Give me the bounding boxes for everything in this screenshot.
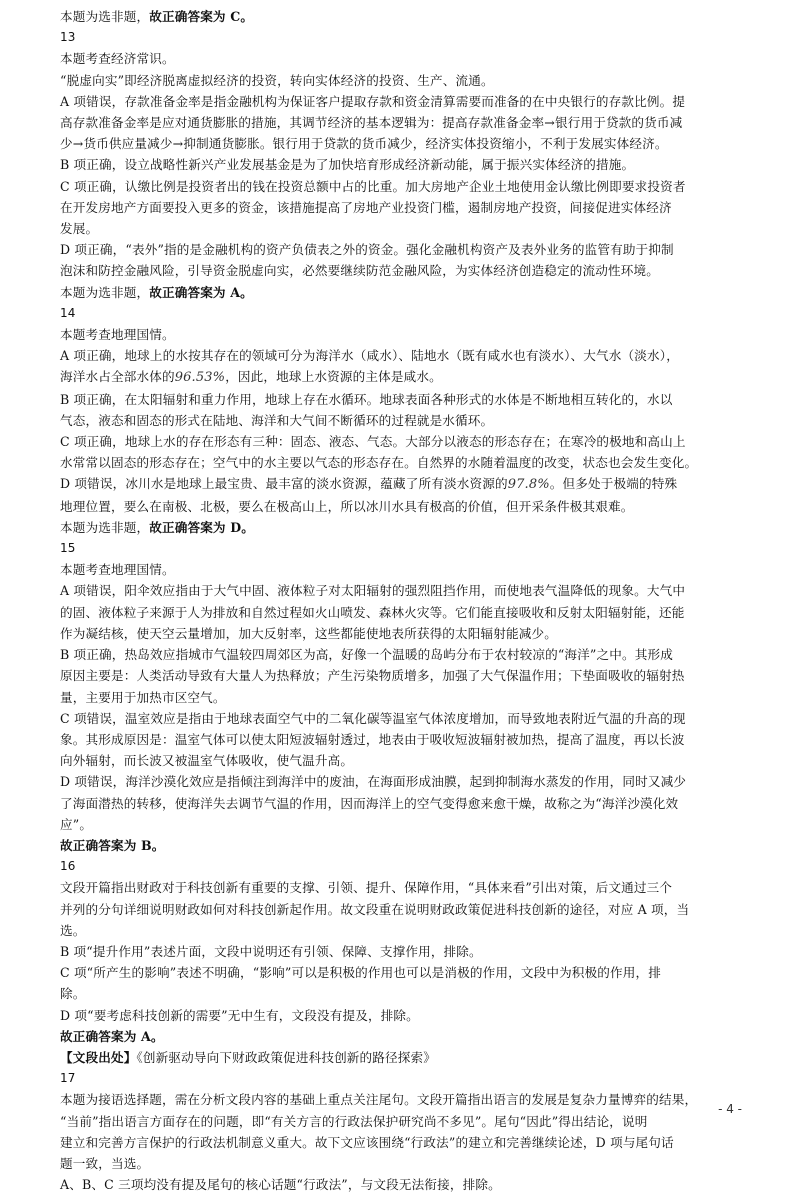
q14-line	[60, 366, 748, 388]
q15-line: 本题考查地理国情。	[60, 562, 175, 578]
q17-number: 17	[60, 1071, 76, 1086]
q13-number: 13	[60, 30, 76, 45]
text-segment: D 项错误，冰川水是地球上最宝贵、最丰富的淡水资源，蕴藏了所有淡水资源的	[60, 476, 508, 492]
source-label: 【文段出处】	[60, 1049, 137, 1065]
answer-text: 本题为选非题，	[60, 284, 150, 300]
q13-line: A 项错误，存款准备金率是指金融机构为保证客户提取存款和资金清算需要而准备的在中央银行的存款比例。提	[60, 93, 686, 109]
q15-line: 了海面潜热的转移，使海洋失去调节气温的作用，因而海洋上的空气变得愈来愈干燥，故称之为“海洋沙漠化效	[60, 795, 679, 811]
q15-line: 向外辐射，而长波又被温室气体吸收，使气温升高。	[60, 753, 354, 769]
q15-line: C 项错误，温室效应是指由于地球表面空气中的二氧化碳等温室气体浓度增加，而导致地表附近气温的升高的现	[60, 710, 686, 726]
q15-line: A 项错误，阳伞效应指由于大气中固、液体粒子对太阳辐射的强烈阻挡作用，而使地表气温降低的现象。大气中	[60, 583, 686, 599]
q16-line: 文段开篇指出财政对于科技创新有重要的支撑、引领、提升、保障作用，“具体来看”引出对策，后文通过三个	[60, 880, 673, 896]
q15-line: 应”。	[60, 816, 93, 832]
q16-source-line	[60, 1047, 748, 1068]
percentage-value: 96.53%	[174, 370, 226, 386]
answer-text: 本题为选非题，	[60, 9, 150, 24]
q15-line: B 项正确，热岛效应指城市气温较四周郊区为高，好像一个温暖的岛屿分布于农村较凉的“海洋”之中。其形成	[60, 647, 673, 663]
q15-line: 作为凝结核，使天空云量增加，加大反射率，这些都能使地表所获得的太阳辐射能减少。	[60, 625, 558, 641]
q15-number: 15	[60, 541, 76, 556]
q16-number: 16	[60, 859, 76, 874]
q13-line: 在开发房地产方面要投入更多的资金，该措施提高了房地产业投资门槛，遏制房地产投资，间接促进实体经济	[60, 199, 672, 215]
q16-line: B 项“提升作用”表述片面，文段中说明还有引领、保障、支撑作用，排除。	[60, 943, 482, 959]
q15-line: 象。其形成原因是：温室气体可以使太阳短波辐射透过，地表由于吸收短波辐射被加热，提高了温度，再以长波	[60, 731, 685, 747]
q13-line: 少→货币供应量减少→抑制通货膨胀。银行用于贷款的货币减少，经济实体投资缩小，不利于发展实体经济。	[60, 136, 668, 152]
q14-line: C 项正确，地球上水的存在形态有三种：固态、液态、气态。大部分以液态的形态存在；在寒冷的极地和高山上	[60, 434, 686, 450]
answer-text: 本题为选非题，	[60, 519, 150, 535]
q16-line: 选。	[60, 922, 86, 938]
q16-answer-line: 故正确答案为 A。	[60, 1028, 164, 1044]
text-segment: ，因此，地球上水资源的主体是咸水。	[225, 369, 442, 385]
q16-line: D 项“要考虑科技创新的需要”无中生有，文段没有提及，排除。	[60, 1007, 419, 1023]
q15-body	[60, 559, 748, 835]
q17-line: 建立和完善方言保护的行政法机制意义重大。故下文应该围绕“行政法”的建立和完善继续论述，D 项与尾句话	[60, 1134, 674, 1150]
q15-answer-line: 故正确答案为 B。	[60, 837, 165, 853]
q13-answer-line	[60, 282, 748, 303]
q16-line: 除。	[60, 986, 86, 1002]
q15-line: D 项错误，海洋沙漠化效应是指倾注到海洋中的废油，在海面形成油膜，起到抑制海水蒸发的作用，同时又减少	[60, 774, 687, 790]
q16-line: C 项“所产生的影响”表述不明确，“影响”可以是积极的作用也可以是消极的作用，文段中为积极的作用，排	[60, 965, 662, 981]
q14-line: B 项正确，在太阳辐射和重力作用，地球上存在水循环。地球表面各种形式的水体是不断地相互转化的，水以	[60, 391, 673, 407]
q12-answer-line	[60, 6, 748, 27]
answer-bold: 故正确答案为 D。	[149, 519, 255, 535]
text-segment: 。但多处于极端的特殊	[549, 476, 678, 492]
q14-line: 水常常以固态的形态存在；空气中的水主要以气态的形态存在。自然界的水随着温度的改变，状态也会发生变化。	[60, 455, 698, 471]
q13-line: 本题考查经济常识。	[60, 51, 175, 67]
text-segment: 海洋水占全部水体的	[60, 369, 175, 385]
q13-line: 泡沫和防控金融风险，引导资金脱虚向实，必然要继续防范金融风险，为实体经济创造稳定的流动性环境。	[60, 263, 659, 279]
answer-bold: 故正确答案为 A。	[149, 284, 253, 300]
q14-answer-line	[60, 517, 748, 538]
q17-line: 本题为接语选择题，需在分析文段内容的基础上重点关注尾句。文段开篇指出语言的发展是复杂力量博弈的结果，	[60, 1092, 698, 1108]
q17-body	[60, 1089, 748, 1195]
q15-line: 原因主要是：人类活动导致有大量人为热释放；产生污染物质增多，加强了大气保温作用；下垫面吸收的辐射热	[60, 668, 685, 684]
q13-body	[60, 48, 748, 281]
q17-line: A、B、C 三项均没有提及尾句的核心话题“行政法”，与文段无法衔接，排除。	[60, 1177, 501, 1193]
q13-line: “脱虚向实”即经济脱离虚拟经济的投资，转向实体经济的投资、生产、流通。	[60, 72, 494, 88]
source-title: 《创新驱动导向下财政政策促进科技创新的路径探索》	[136, 1049, 437, 1065]
answer-bold: 故正确答案为 C。	[149, 9, 254, 24]
q14-line: 气态，液态和固态的形式在陆地、海洋和大气间不断循环的过程就是水循环。	[60, 412, 494, 428]
q17-line: “当前”指出语言方面存在的问题，即“有关方言的行政法保护研究尚不多见”。尾句“因此”得出结论，说明	[60, 1113, 648, 1129]
q13-line: 高存款准备金率是应对通货膨胀的措施，其调节经济的基本逻辑为：提高存款准备金率→银行用于贷款的货币减	[60, 115, 683, 131]
q14-line: 本题考查地理国情。	[60, 327, 175, 343]
q15-line: 量，主要用于加热市区空气。	[60, 689, 226, 705]
q16-line: 并列的分句详细说明财政如何对科技创新起作用。故文段重在说明财政政策促进科技创新的途径，对应 A 项，当	[60, 901, 690, 917]
q13-line: B 项正确，设立战略性新兴产业发展基金是为了加快培育形成经济新动能，属于振兴实体经济的措施。	[60, 157, 635, 173]
q17-line: 题一致，当选。	[60, 1155, 150, 1171]
percentage-value: 97.8%	[507, 477, 550, 493]
q14-line: A 项正确，地球上的水按其存在的领域可分为海洋水（咸水）、陆地水（既有咸水也有淡水）、大气水（淡水），	[60, 348, 679, 364]
q16-body	[60, 877, 748, 1025]
q13-line: D 项正确，“表外”指的是金融机构的资产负债表之外的资金。强化金融机构资产及表外业务的监管有助于抑制	[60, 242, 674, 258]
page-number: - 4 -	[718, 1102, 742, 1116]
q15-line: 的固、液体粒子来源于人为排放和自然过程如火山喷发、森林火灾等。它们能直接吸收和反射太阳辐射能，还能	[60, 604, 685, 620]
q13-line: C 项正确，认缴比例是投资者出的钱在投资总额中占的比重。加大房地产企业土地使用金认缴比例即要求投资者	[60, 178, 686, 194]
q13-line: 发展。	[60, 221, 99, 237]
document-page	[60, 6, 748, 1195]
q14-number: 14	[60, 305, 76, 320]
q14-line: 地理位置，要么在南极、北极，要么在极高山上，所以冰川水具有极高的价值，但开采条件极其艰难。	[60, 498, 634, 514]
q14-line	[60, 473, 748, 495]
